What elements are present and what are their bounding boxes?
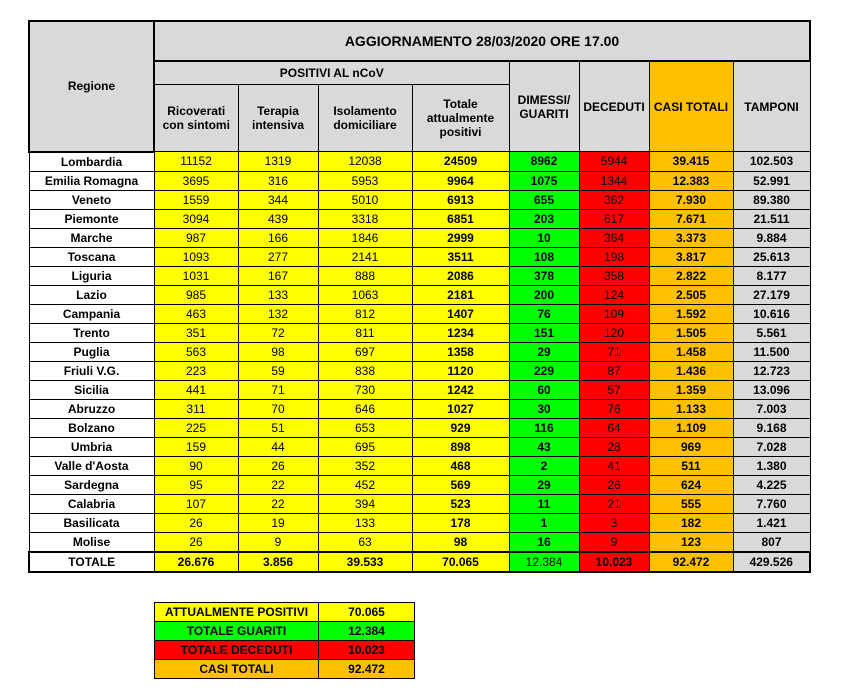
cell-terapia: 439 — [238, 209, 318, 228]
cell-ricoverati: 223 — [154, 361, 238, 380]
cell-deceduti: 124 — [579, 285, 649, 304]
cell-terapia: 166 — [238, 228, 318, 247]
cell-isolamento: 646 — [318, 399, 412, 418]
cell-tamponi: 1.421 — [733, 513, 810, 532]
cell-regione: Sardegna — [29, 475, 154, 494]
cell-casi: 1.436 — [649, 361, 733, 380]
summary-table — [154, 602, 415, 679]
cell-tamponi: 9.884 — [733, 228, 810, 247]
cell-casi: 624 — [649, 475, 733, 494]
cell-terapia: 26 — [238, 456, 318, 475]
cell-terapia: 1319 — [238, 152, 318, 172]
table-row — [29, 532, 810, 552]
cell-ricoverati: 3695 — [154, 171, 238, 190]
summary-row — [155, 622, 415, 641]
cell-isolamento: 1063 — [318, 285, 412, 304]
cell-isolamento: 697 — [318, 342, 412, 361]
table-row — [29, 456, 810, 475]
cell-terapia: 133 — [238, 285, 318, 304]
header-tamponi: TAMPONI — [733, 61, 810, 152]
cell-totale: 898 — [412, 437, 509, 456]
cell-terapia: 51 — [238, 418, 318, 437]
cell-regione: Bolzano — [29, 418, 154, 437]
cell-tamponi: 12.723 — [733, 361, 810, 380]
cell-ricoverati: 95 — [154, 475, 238, 494]
cell-casi: 1.133 — [649, 399, 733, 418]
cell-terapia: 22 — [238, 494, 318, 513]
cell-regione: Liguria — [29, 266, 154, 285]
total-deceduti: 10.023 — [579, 552, 649, 572]
cell-totale: 3511 — [412, 247, 509, 266]
cell-regione: Emilia Romagna — [29, 171, 154, 190]
cell-tamponi: 9.168 — [733, 418, 810, 437]
cell-totale: 2999 — [412, 228, 509, 247]
cell-casi: 511 — [649, 456, 733, 475]
table-row — [29, 323, 810, 342]
cell-deceduti: 57 — [579, 380, 649, 399]
cell-tamponi: 7.760 — [733, 494, 810, 513]
cell-tamponi: 5.561 — [733, 323, 810, 342]
cell-ricoverati: 26 — [154, 513, 238, 532]
cell-totale: 1027 — [412, 399, 509, 418]
cell-dimessi: 108 — [509, 247, 579, 266]
cell-regione: Abruzzo — [29, 399, 154, 418]
cell-terapia: 167 — [238, 266, 318, 285]
cell-regione: Valle d'Aosta — [29, 456, 154, 475]
cell-totale: 2181 — [412, 285, 509, 304]
total-ricoverati: 26.676 — [154, 552, 238, 572]
cell-tamponi: 25.613 — [733, 247, 810, 266]
cell-casi: 12.383 — [649, 171, 733, 190]
cell-tamponi: 13.096 — [733, 380, 810, 399]
cell-totale: 1234 — [412, 323, 509, 342]
cell-casi: 1.359 — [649, 380, 733, 399]
cell-totale: 6851 — [412, 209, 509, 228]
cell-isolamento: 5953 — [318, 171, 412, 190]
cell-isolamento: 838 — [318, 361, 412, 380]
header-terapia: Terapia intensiva — [238, 85, 318, 152]
header-positivi: POSITIVI AL nCoV — [154, 61, 509, 85]
cell-regione: Puglia — [29, 342, 154, 361]
total-tamponi: 429.526 — [733, 552, 810, 572]
cell-dimessi: 1 — [509, 513, 579, 532]
cell-isolamento: 2141 — [318, 247, 412, 266]
cell-regione: Lombardia — [29, 152, 154, 172]
table-body — [29, 152, 810, 552]
total-row — [29, 552, 810, 572]
table-row — [29, 399, 810, 418]
cell-dimessi: 8962 — [509, 152, 579, 172]
cell-isolamento: 1846 — [318, 228, 412, 247]
cell-terapia: 19 — [238, 513, 318, 532]
cell-casi: 123 — [649, 532, 733, 552]
cell-regione: Marche — [29, 228, 154, 247]
cell-totale: 929 — [412, 418, 509, 437]
cell-terapia: 70 — [238, 399, 318, 418]
cell-deceduti: 362 — [579, 190, 649, 209]
table-row — [29, 228, 810, 247]
cell-casi: 555 — [649, 494, 733, 513]
cell-dimessi: 151 — [509, 323, 579, 342]
cell-deceduti: 26 — [579, 475, 649, 494]
cell-dimessi: 200 — [509, 285, 579, 304]
cell-tamponi: 27.179 — [733, 285, 810, 304]
cell-dimessi: 1075 — [509, 171, 579, 190]
table-row — [29, 361, 810, 380]
cell-casi: 7.671 — [649, 209, 733, 228]
cell-isolamento: 394 — [318, 494, 412, 513]
cell-regione: Sicilia — [29, 380, 154, 399]
cell-terapia: 22 — [238, 475, 318, 494]
cell-tamponi: 807 — [733, 532, 810, 552]
cell-tamponi: 7.028 — [733, 437, 810, 456]
cell-casi: 1.458 — [649, 342, 733, 361]
cell-totale: 2086 — [412, 266, 509, 285]
table-row — [29, 513, 810, 532]
cell-dimessi: 229 — [509, 361, 579, 380]
cell-dimessi: 30 — [509, 399, 579, 418]
table-row — [29, 171, 810, 190]
cell-deceduti: 3 — [579, 513, 649, 532]
cell-isolamento: 3318 — [318, 209, 412, 228]
cell-isolamento: 352 — [318, 456, 412, 475]
cell-totale: 98 — [412, 532, 509, 552]
cell-deceduti: 28 — [579, 437, 649, 456]
cell-ricoverati: 1031 — [154, 266, 238, 285]
table-row — [29, 247, 810, 266]
cell-casi: 3.817 — [649, 247, 733, 266]
cell-dimessi: 29 — [509, 342, 579, 361]
header-ricoverati: Ricoverati con sintomi — [154, 85, 238, 152]
cell-totale: 9964 — [412, 171, 509, 190]
cell-isolamento: 695 — [318, 437, 412, 456]
header-totale-positivi: Totale attualmente positivi — [412, 85, 509, 152]
table-row — [29, 380, 810, 399]
summary-row — [155, 660, 415, 679]
cell-ricoverati: 107 — [154, 494, 238, 513]
table-row — [29, 494, 810, 513]
table-row — [29, 266, 810, 285]
cell-ricoverati: 1559 — [154, 190, 238, 209]
cell-deceduti: 21 — [579, 494, 649, 513]
cell-terapia: 98 — [238, 342, 318, 361]
cell-tamponi: 8.177 — [733, 266, 810, 285]
cell-casi: 39.415 — [649, 152, 733, 172]
cell-tamponi: 102.503 — [733, 152, 810, 172]
summary-value: 10.023 — [319, 641, 415, 660]
total-isolamento: 39.533 — [318, 552, 412, 572]
summary-value: 92.472 — [319, 660, 415, 679]
table-row — [29, 437, 810, 456]
cell-terapia: 72 — [238, 323, 318, 342]
cell-tamponi: 11.500 — [733, 342, 810, 361]
cell-terapia: 9 — [238, 532, 318, 552]
cell-ricoverati: 311 — [154, 399, 238, 418]
cell-isolamento: 133 — [318, 513, 412, 532]
cell-deceduti: 41 — [579, 456, 649, 475]
table-row — [29, 475, 810, 494]
cell-totale: 1242 — [412, 380, 509, 399]
cell-deceduti: 120 — [579, 323, 649, 342]
cell-tamponi: 4.225 — [733, 475, 810, 494]
cell-tamponi: 1.380 — [733, 456, 810, 475]
summary-value: 70.065 — [319, 603, 415, 622]
cell-tamponi: 89.380 — [733, 190, 810, 209]
summary-label: ATTUALMENTE POSITIVI — [155, 603, 319, 622]
cell-dimessi: 76 — [509, 304, 579, 323]
table-row — [29, 190, 810, 209]
summary-row — [155, 603, 415, 622]
cell-casi: 7.930 — [649, 190, 733, 209]
cell-dimessi: 29 — [509, 475, 579, 494]
cell-ricoverati: 463 — [154, 304, 238, 323]
cell-terapia: 132 — [238, 304, 318, 323]
cell-terapia: 344 — [238, 190, 318, 209]
total-casi: 92.472 — [649, 552, 733, 572]
cell-totale: 468 — [412, 456, 509, 475]
cell-regione: Toscana — [29, 247, 154, 266]
cell-regione: Piemonte — [29, 209, 154, 228]
cell-regione: Lazio — [29, 285, 154, 304]
cell-isolamento: 812 — [318, 304, 412, 323]
header-dimessi: DIMESSI/ GUARITI — [509, 61, 579, 152]
cell-casi: 1.592 — [649, 304, 733, 323]
cell-isolamento: 811 — [318, 323, 412, 342]
cell-tamponi: 21.511 — [733, 209, 810, 228]
cell-totale: 1358 — [412, 342, 509, 361]
cell-deceduti: 87 — [579, 361, 649, 380]
cell-casi: 2.505 — [649, 285, 733, 304]
header-regione: Regione — [29, 21, 154, 152]
cell-totale: 523 — [412, 494, 509, 513]
cell-ricoverati: 441 — [154, 380, 238, 399]
summary-label: CASI TOTALI — [155, 660, 319, 679]
header-isolamento: Isolamento domiciliare — [318, 85, 412, 152]
cell-isolamento: 452 — [318, 475, 412, 494]
summary-row — [155, 641, 415, 660]
cell-ricoverati: 563 — [154, 342, 238, 361]
cell-totale: 1120 — [412, 361, 509, 380]
table-row — [29, 285, 810, 304]
cell-regione: Umbria — [29, 437, 154, 456]
cell-isolamento: 653 — [318, 418, 412, 437]
cell-deceduti: 364 — [579, 228, 649, 247]
cell-isolamento: 5010 — [318, 190, 412, 209]
cell-totale: 6913 — [412, 190, 509, 209]
cell-ricoverati: 11152 — [154, 152, 238, 172]
cell-dimessi: 655 — [509, 190, 579, 209]
cell-ricoverati: 351 — [154, 323, 238, 342]
cell-deceduti: 198 — [579, 247, 649, 266]
cell-deceduti: 9 — [579, 532, 649, 552]
cell-isolamento: 730 — [318, 380, 412, 399]
cell-totale: 569 — [412, 475, 509, 494]
summary-label: TOTALE DECEDUTI — [155, 641, 319, 660]
cell-dimessi: 16 — [509, 532, 579, 552]
cell-totale: 1407 — [412, 304, 509, 323]
cell-dimessi: 11 — [509, 494, 579, 513]
cell-ricoverati: 987 — [154, 228, 238, 247]
table-row — [29, 209, 810, 228]
table-row — [29, 418, 810, 437]
table-row — [29, 152, 810, 172]
cell-totale: 24509 — [412, 152, 509, 172]
cell-dimessi: 10 — [509, 228, 579, 247]
summary-value: 12.384 — [319, 622, 415, 641]
cell-isolamento: 888 — [318, 266, 412, 285]
cell-ricoverati: 225 — [154, 418, 238, 437]
cell-deceduti: 71 — [579, 342, 649, 361]
cell-regione: Veneto — [29, 190, 154, 209]
cell-casi: 969 — [649, 437, 733, 456]
total-label: TOTALE — [29, 552, 154, 572]
cell-dimessi: 43 — [509, 437, 579, 456]
cell-casi: 1.109 — [649, 418, 733, 437]
total-positivi: 70.065 — [412, 552, 509, 572]
cell-terapia: 59 — [238, 361, 318, 380]
header-casi-totali: CASI TOTALI — [649, 61, 733, 152]
cell-tamponi: 10.616 — [733, 304, 810, 323]
cell-tamponi: 52.991 — [733, 171, 810, 190]
cell-deceduti: 64 — [579, 418, 649, 437]
cell-terapia: 71 — [238, 380, 318, 399]
cell-terapia: 316 — [238, 171, 318, 190]
cell-dimessi: 60 — [509, 380, 579, 399]
cell-ricoverati: 1093 — [154, 247, 238, 266]
cell-ricoverati: 985 — [154, 285, 238, 304]
cell-ricoverati: 3094 — [154, 209, 238, 228]
cell-regione: Friuli V.G. — [29, 361, 154, 380]
cell-dimessi: 2 — [509, 456, 579, 475]
cell-regione: Calabria — [29, 494, 154, 513]
cell-isolamento: 12038 — [318, 152, 412, 172]
cell-casi: 3.373 — [649, 228, 733, 247]
cell-regione: Molise — [29, 532, 154, 552]
cell-tamponi: 7.003 — [733, 399, 810, 418]
cell-ricoverati: 90 — [154, 456, 238, 475]
cell-terapia: 44 — [238, 437, 318, 456]
cell-isolamento: 63 — [318, 532, 412, 552]
cell-ricoverati: 159 — [154, 437, 238, 456]
cell-deceduti: 5944 — [579, 152, 649, 172]
cell-casi: 2.822 — [649, 266, 733, 285]
cell-deceduti: 358 — [579, 266, 649, 285]
table-title: AGGIORNAMENTO 28/03/2020 ORE 17.00 — [154, 21, 810, 61]
cell-dimessi: 203 — [509, 209, 579, 228]
cell-regione: Basilicata — [29, 513, 154, 532]
cell-dimessi: 116 — [509, 418, 579, 437]
cell-casi: 1.505 — [649, 323, 733, 342]
table-row — [29, 342, 810, 361]
cell-deceduti: 109 — [579, 304, 649, 323]
cell-dimessi: 378 — [509, 266, 579, 285]
cell-terapia: 277 — [238, 247, 318, 266]
cell-deceduti: 617 — [579, 209, 649, 228]
total-dimessi: 12.384 — [509, 552, 579, 572]
summary-label: TOTALE GUARITI — [155, 622, 319, 641]
cell-regione: Campania — [29, 304, 154, 323]
header-deceduti: DECEDUTI — [579, 61, 649, 152]
covid-regional-table — [28, 20, 811, 573]
cell-regione: Trento — [29, 323, 154, 342]
cell-casi: 182 — [649, 513, 733, 532]
total-terapia: 3.856 — [238, 552, 318, 572]
cell-ricoverati: 26 — [154, 532, 238, 552]
cell-deceduti: 76 — [579, 399, 649, 418]
table-row — [29, 304, 810, 323]
cell-deceduti: 1344 — [579, 171, 649, 190]
cell-totale: 178 — [412, 513, 509, 532]
